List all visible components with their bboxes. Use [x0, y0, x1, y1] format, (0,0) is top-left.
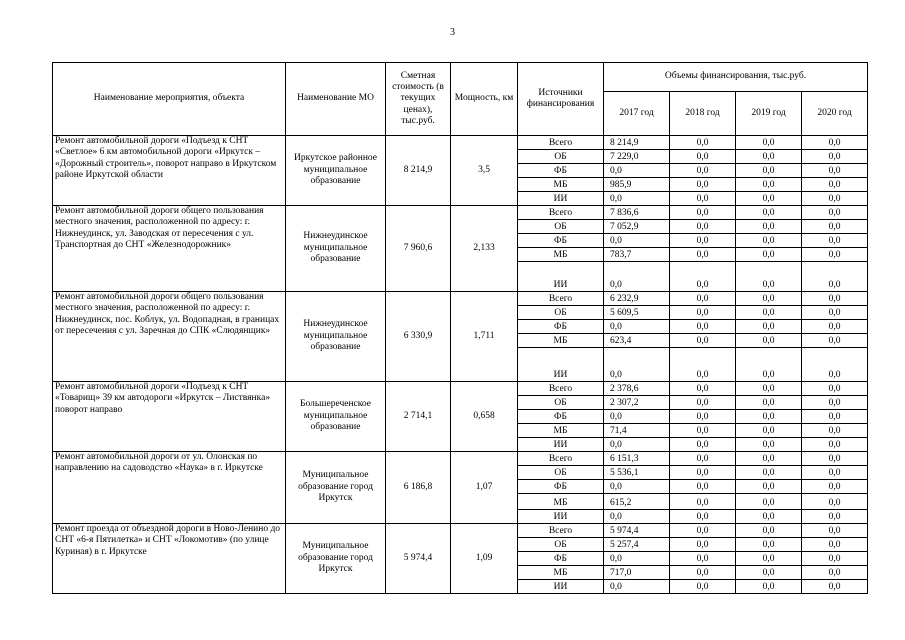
funding-source-label: ИИ — [518, 438, 604, 452]
funding-value: 0,0 — [736, 348, 802, 382]
table-row — [53, 382, 868, 396]
funding-value: 0,0 — [736, 510, 802, 524]
funding-value: 0,0 — [802, 220, 868, 234]
funding-value: 0,0 — [802, 150, 868, 164]
funding-source-label: Всего — [518, 452, 604, 466]
funding-value: 7 836,6 — [604, 206, 670, 220]
funding-value: 0,0 — [670, 552, 736, 566]
funding-value: 0,0 — [736, 262, 802, 292]
funding-value: 0,0 — [802, 510, 868, 524]
funding-value: 0,0 — [802, 248, 868, 262]
funding-value: 0,0 — [736, 566, 802, 580]
funding-value: 0,0 — [604, 552, 670, 566]
estimated-cost: 8 214,9 — [386, 136, 451, 206]
funding-value: 783,7 — [604, 248, 670, 262]
financing-table — [52, 62, 868, 594]
funding-value: 0,0 — [736, 452, 802, 466]
funding-value: 0,0 — [604, 580, 670, 594]
event-name: Ремонт автомобильной дороги «Подъезд к СНТ «Светлое» 6 км автомобильной дороги «Иркутск – «Дорожный строитель», поворот направо в Иркутском районе Иркутской области — [53, 136, 286, 206]
mo-name: Нижнеудинское муниципальное образование — [286, 292, 386, 382]
road-length: 1,711 — [451, 292, 518, 382]
funding-value: 623,4 — [604, 334, 670, 348]
table-row — [53, 206, 868, 220]
funding-value: 0,0 — [736, 136, 802, 150]
road-length: 3,5 — [451, 136, 518, 206]
funding-value: 0,0 — [802, 234, 868, 248]
funding-source-label: МБ — [518, 424, 604, 438]
event-name: Ремонт автомобильной дороги от ул. Олонская по направлению на садоводство «Наука» в г. Иркутске — [53, 452, 286, 524]
funding-value: 0,0 — [604, 480, 670, 494]
funding-value: 7 229,0 — [604, 150, 670, 164]
funding-value: 0,0 — [670, 248, 736, 262]
funding-source-label: ФБ — [518, 234, 604, 248]
header-year-2017: 2017 год — [604, 92, 670, 136]
funding-source-label: ИИ — [518, 348, 604, 382]
mo-name: Муниципальное образование город Иркутск — [286, 452, 386, 524]
funding-source-label: МБ — [518, 178, 604, 192]
funding-value: 0,0 — [670, 466, 736, 480]
funding-value: 0,0 — [736, 466, 802, 480]
road-length: 0,658 — [451, 382, 518, 452]
funding-value: 0,0 — [670, 524, 736, 538]
funding-value: 0,0 — [604, 192, 670, 206]
funding-value: 0,0 — [736, 480, 802, 494]
road-length: 1,09 — [451, 524, 518, 594]
mo-name: Большереченское муниципальное образование — [286, 382, 386, 452]
funding-value: 0,0 — [736, 494, 802, 510]
funding-value: 0,0 — [802, 348, 868, 382]
funding-source-label: ОБ — [518, 306, 604, 320]
road-length: 1,07 — [451, 452, 518, 524]
funding-source-label: ИИ — [518, 192, 604, 206]
event-name: Ремонт автомобильной дороги общего пользования местного значения, расположенной по адресу: г. Нижнеудинск, пос. Коблук, ул. Водопадная, в границах от пересечения с ул. Заречная до СПК «Слюдянщик» — [53, 292, 286, 382]
funding-value: 0,0 — [670, 164, 736, 178]
road-length: 2,133 — [451, 206, 518, 292]
funding-value: 0,0 — [802, 466, 868, 480]
header-cost: Сметная стоимость (в текущих ценах), тыс.руб. — [386, 63, 451, 136]
funding-source-label: МБ — [518, 334, 604, 348]
funding-value: 0,0 — [736, 192, 802, 206]
funding-value: 0,0 — [802, 480, 868, 494]
funding-value: 0,0 — [670, 206, 736, 220]
funding-source-label: ФБ — [518, 410, 604, 424]
funding-value: 0,0 — [736, 552, 802, 566]
funding-source-label: Всего — [518, 292, 604, 306]
funding-value: 0,0 — [670, 410, 736, 424]
funding-value: 0,0 — [736, 234, 802, 248]
funding-value: 0,0 — [802, 438, 868, 452]
funding-value: 0,0 — [802, 262, 868, 292]
funding-source-label: ОБ — [518, 538, 604, 552]
funding-source-label: ФБ — [518, 164, 604, 178]
funding-value: 0,0 — [802, 164, 868, 178]
event-name: Ремонт автомобильной дороги общего пользования местного значения, расположенной по адресу: г. Нижнеудинск, ул. Заводская от пересечения с ул. Транспортная до СНТ «Железнодорожник» — [53, 206, 286, 292]
funding-value: 0,0 — [604, 438, 670, 452]
header-sources: Источники финансирования — [518, 63, 604, 136]
funding-source-label: ИИ — [518, 580, 604, 594]
funding-source-label: ФБ — [518, 480, 604, 494]
funding-value: 0,0 — [670, 292, 736, 306]
mo-name: Муниципальное образование город Иркутск — [286, 524, 386, 594]
header-year-2018: 2018 год — [670, 92, 736, 136]
funding-value: 0,0 — [736, 424, 802, 438]
funding-value: 0,0 — [736, 292, 802, 306]
page-number: 3 — [450, 27, 455, 38]
funding-value: 0,0 — [670, 452, 736, 466]
funding-value: 0,0 — [736, 178, 802, 192]
funding-value: 0,0 — [670, 178, 736, 192]
funding-value: 6 232,9 — [604, 292, 670, 306]
header-power: Мощность, км — [451, 63, 518, 136]
funding-value: 0,0 — [670, 220, 736, 234]
funding-value: 0,0 — [604, 510, 670, 524]
funding-source-label: МБ — [518, 494, 604, 510]
funding-value: 615,2 — [604, 494, 670, 510]
funding-value: 0,0 — [802, 320, 868, 334]
header-mo: Наименование МО — [286, 63, 386, 136]
funding-value: 0,0 — [802, 136, 868, 150]
funding-value: 0,0 — [802, 552, 868, 566]
table-row — [53, 136, 868, 150]
funding-value: 0,0 — [670, 396, 736, 410]
funding-value: 0,0 — [802, 396, 868, 410]
funding-source-label: ОБ — [518, 396, 604, 410]
funding-source-label: ОБ — [518, 150, 604, 164]
header-year-2019: 2019 год — [736, 92, 802, 136]
estimated-cost: 6 186,8 — [386, 452, 451, 524]
funding-source-label: ОБ — [518, 220, 604, 234]
funding-value: 0,0 — [802, 566, 868, 580]
funding-value: 0,0 — [670, 334, 736, 348]
funding-value: 0,0 — [736, 538, 802, 552]
funding-value: 0,0 — [670, 438, 736, 452]
funding-value: 0,0 — [670, 382, 736, 396]
funding-source-label: ИИ — [518, 510, 604, 524]
funding-source-label: Всего — [518, 136, 604, 150]
funding-value: 0,0 — [670, 192, 736, 206]
funding-value: 7 052,9 — [604, 220, 670, 234]
funding-value: 0,0 — [802, 410, 868, 424]
funding-value: 0,0 — [802, 580, 868, 594]
funding-value: 0,0 — [670, 580, 736, 594]
funding-value: 5 609,5 — [604, 306, 670, 320]
funding-value: 0,0 — [802, 192, 868, 206]
funding-value: 0,0 — [604, 234, 670, 248]
funding-source-label: Всего — [518, 382, 604, 396]
funding-value: 5 536,1 — [604, 466, 670, 480]
funding-value: 0,0 — [802, 334, 868, 348]
funding-value: 0,0 — [736, 382, 802, 396]
funding-value: 0,0 — [604, 164, 670, 178]
funding-value: 0,0 — [802, 306, 868, 320]
funding-value: 8 214,9 — [604, 136, 670, 150]
funding-value: 0,0 — [736, 150, 802, 164]
estimated-cost: 2 714,1 — [386, 382, 451, 452]
funding-value: 717,0 — [604, 566, 670, 580]
event-name: Ремонт проезда от объездной дороги в Ново-Ленино до СНТ «6-я Пятилетка» и СНТ «Локомотив» (по улице Куриная) в г. Иркутске — [53, 524, 286, 594]
funding-value: 0,0 — [736, 306, 802, 320]
funding-value: 0,0 — [604, 410, 670, 424]
table-row — [53, 292, 868, 306]
funding-value: 0,0 — [736, 524, 802, 538]
funding-source-label: ОБ — [518, 466, 604, 480]
funding-value: 0,0 — [670, 494, 736, 510]
funding-value: 0,0 — [736, 164, 802, 178]
funding-value: 71,4 — [604, 424, 670, 438]
funding-value: 0,0 — [604, 262, 670, 292]
estimated-cost: 7 960,6 — [386, 206, 451, 292]
funding-source-label: ФБ — [518, 320, 604, 334]
funding-value: 0,0 — [604, 320, 670, 334]
funding-value: 2 378,6 — [604, 382, 670, 396]
funding-value: 0,0 — [736, 410, 802, 424]
funding-value: 0,0 — [736, 396, 802, 410]
funding-value: 0,0 — [802, 382, 868, 396]
table-row — [53, 524, 868, 538]
funding-value: 0,0 — [670, 320, 736, 334]
funding-source-label: МБ — [518, 566, 604, 580]
estimated-cost: 6 330,9 — [386, 292, 451, 382]
funding-value: 0,0 — [736, 248, 802, 262]
funding-value: 0,0 — [802, 178, 868, 192]
funding-value: 0,0 — [802, 206, 868, 220]
funding-value: 0,0 — [736, 580, 802, 594]
funding-value: 0,0 — [736, 220, 802, 234]
funding-value: 0,0 — [670, 566, 736, 580]
funding-value: 0,0 — [802, 452, 868, 466]
funding-value: 0,0 — [802, 494, 868, 510]
funding-value: 0,0 — [670, 480, 736, 494]
funding-value: 5 974,4 — [604, 524, 670, 538]
header-event: Наименование мероприятия, объекта — [53, 63, 286, 136]
funding-value: 0,0 — [670, 348, 736, 382]
funding-value: 0,0 — [802, 538, 868, 552]
funding-value: 0,0 — [670, 150, 736, 164]
header-volumes: Объемы финансирования, тыс.руб. — [604, 63, 868, 92]
table-row — [53, 452, 868, 466]
funding-value: 0,0 — [736, 438, 802, 452]
funding-value: 5 257,4 — [604, 538, 670, 552]
funding-value: 0,0 — [802, 424, 868, 438]
header-year-2020: 2020 год — [802, 92, 868, 136]
funding-value: 0,0 — [670, 424, 736, 438]
funding-value: 2 307,2 — [604, 396, 670, 410]
funding-value: 0,0 — [802, 524, 868, 538]
funding-value: 6 151,3 — [604, 452, 670, 466]
funding-source-label: Всего — [518, 206, 604, 220]
funding-value: 0,0 — [670, 136, 736, 150]
funding-value: 0,0 — [670, 510, 736, 524]
funding-value: 0,0 — [670, 234, 736, 248]
mo-name: Нижнеудинское муниципальное образование — [286, 206, 386, 292]
estimated-cost: 5 974,4 — [386, 524, 451, 594]
funding-value: 985,9 — [604, 178, 670, 192]
funding-source-label: ФБ — [518, 552, 604, 566]
funding-value: 0,0 — [670, 262, 736, 292]
funding-source-label: ИИ — [518, 262, 604, 292]
funding-value: 0,0 — [736, 334, 802, 348]
funding-value: 0,0 — [670, 538, 736, 552]
funding-value: 0,0 — [736, 320, 802, 334]
funding-value: 0,0 — [670, 306, 736, 320]
funding-value: 0,0 — [736, 206, 802, 220]
mo-name: Иркутское районное муниципальное образование — [286, 136, 386, 206]
event-name: Ремонт автомобильной дороги «Подъезд к СНТ «Товарищ» 39 км автодороги «Иркутск – Листвянка» поворот направо — [53, 382, 286, 452]
funding-value: 0,0 — [802, 292, 868, 306]
funding-source-label: Всего — [518, 524, 604, 538]
funding-value: 0,0 — [604, 348, 670, 382]
funding-source-label: МБ — [518, 248, 604, 262]
